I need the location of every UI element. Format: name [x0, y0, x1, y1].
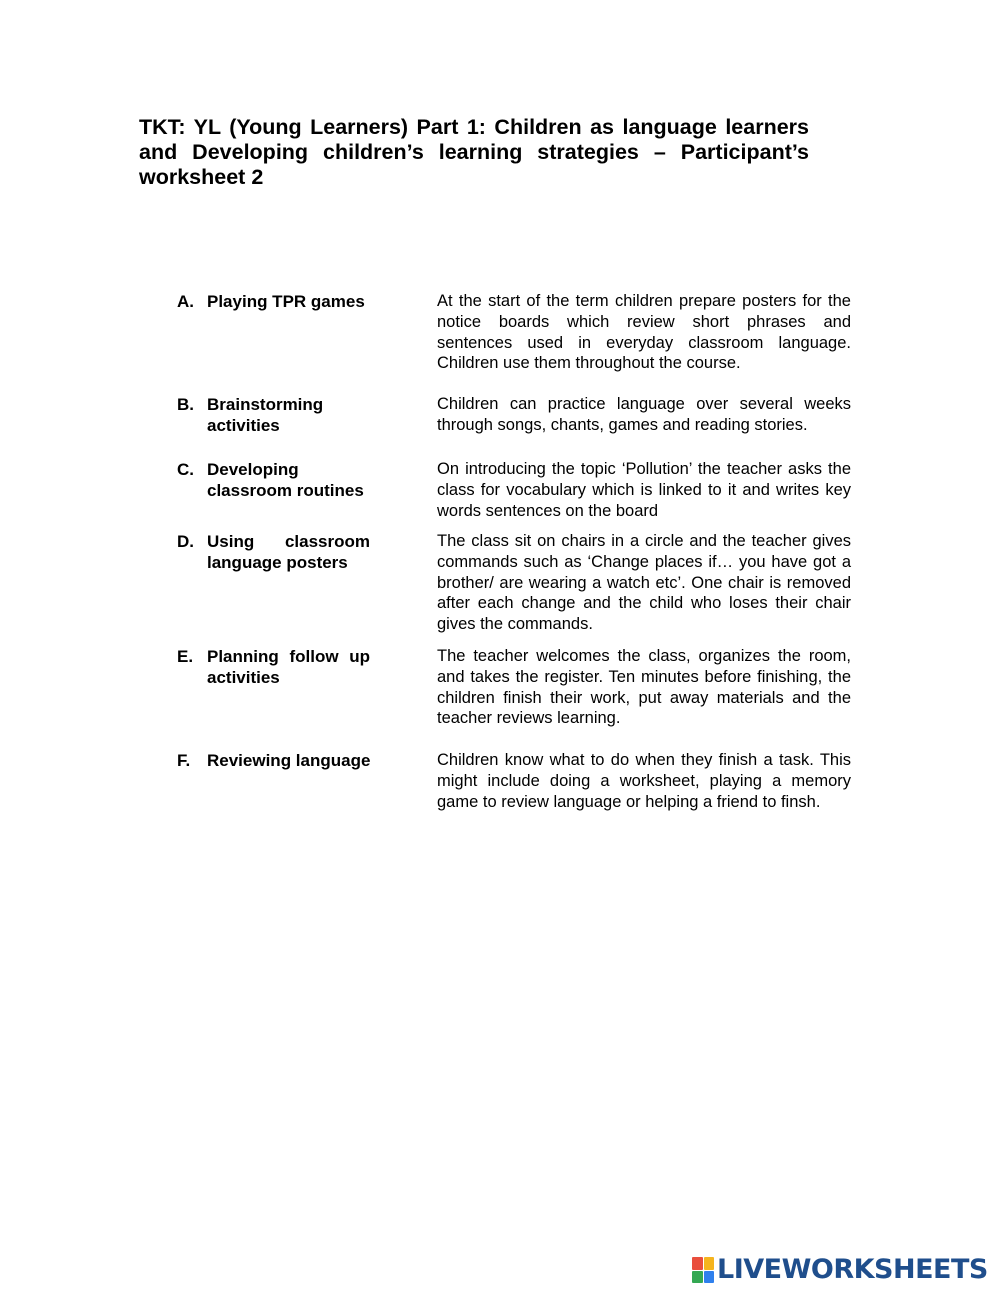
item-description: On introducing the topic ‘Pollution’ the teacher asks the class for vocabulary which is linked to it and writes key words sentences on the board [437, 460, 851, 520]
logo-mark-icon [692, 1257, 714, 1283]
liveworksheets-logo[interactable] [692, 1255, 988, 1285]
item-letter: A. [177, 292, 194, 311]
item-term: Reviewing language [207, 751, 371, 770]
item-term: Planning follow up activities [207, 647, 370, 687]
item-letter: E. [177, 647, 194, 666]
item-description: The class sit on chairs in a circle and the teacher gives commands such as ‘Change places if… you have got a brother/ are wearing a watch etc’. One chair is removed after each change and the child who loses their chair gives the commands. [437, 532, 851, 634]
item-term: Brainstorming activities [207, 395, 324, 435]
item-term: Developing classroom routines [207, 460, 364, 500]
item-letter: F. [177, 751, 191, 770]
page-title: TKT: YL (Young Learners) Part 1: Children as language learners and Developing children’s learning strategies – Participant’s worksheet 2 [139, 115, 809, 189]
item-description: Children can practice language over several weeks through songs, chants, games and reading stories. [437, 395, 851, 434]
item-letter: B. [177, 395, 194, 414]
item-letter: C. [177, 460, 194, 479]
item-description: At the start of the term children prepare posters for the notice boards which review short phrases and sentences used in everyday classroom language. Children use them throughout the course. [437, 292, 851, 373]
logo-text: LIVEWORKSHEETS [717, 1254, 988, 1285]
item-description: The teacher welcomes the class, organizes the room, and takes the register. Ten minutes before finishing, the children finish their work, put away materials and the teacher reviews learning. [437, 647, 851, 728]
item-description: Children know what to do when they finish a task. This might include doing a worksheet, playing a memory game to review language or helping a friend to finsh. [437, 751, 851, 811]
item-term: Using classroom language posters [207, 532, 370, 572]
item-letter: D. [177, 532, 194, 551]
item-term: Playing TPR games [207, 292, 365, 311]
